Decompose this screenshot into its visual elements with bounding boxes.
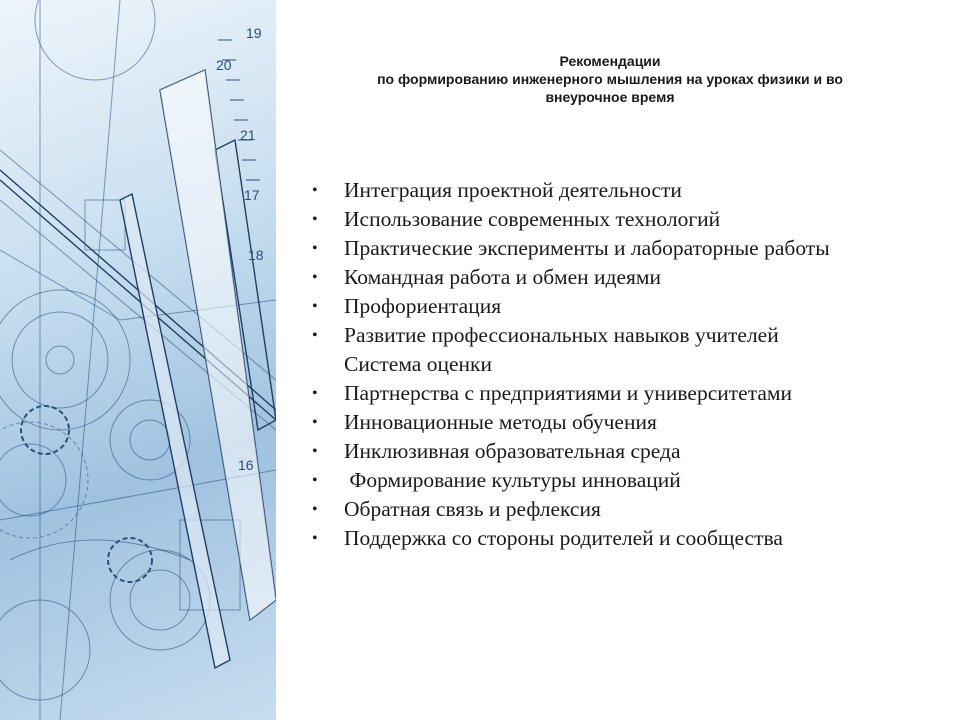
scale-number: 20: [216, 57, 232, 73]
list-item: • Командная работа и обмен идеями: [306, 263, 920, 292]
bullet-icon: •: [312, 240, 318, 257]
bullet-icon: •: [312, 269, 318, 286]
title-line: внеурочное время: [545, 89, 675, 105]
blueprint-illustration: [0, 0, 276, 720]
scale-number: 18: [248, 247, 264, 263]
list-item: • Профориентация: [306, 292, 920, 321]
bullet-icon: •: [312, 443, 318, 460]
recommendation-list: [306, 176, 920, 553]
bullet-icon: •: [312, 298, 318, 315]
list-item: • Формирование культуры инноваций: [306, 466, 920, 495]
list-item: • Использование современных технологий: [306, 205, 920, 234]
list-item: • Интеграция проектной деятельности: [306, 176, 920, 205]
bullet-icon: •: [312, 327, 318, 344]
bullet-icon: •: [312, 501, 318, 518]
bullet-icon: •: [312, 530, 318, 547]
list-item: • Обратная связь и рефлексия: [306, 495, 920, 524]
list-item: • Развитие профессиональных навыков учителей: [306, 321, 920, 350]
bullet-icon: •: [312, 414, 318, 431]
list-item: • Инклюзивная образовательная среда: [306, 437, 920, 466]
title-line: Рекомендации: [559, 53, 661, 69]
list-item: • Инновационные методы обучения: [306, 408, 920, 437]
title-line: по формированию инженерного мышления на уроках физики и во: [377, 71, 843, 87]
list-item: • Поддержка со стороны родителей и сообщества: [306, 524, 920, 553]
list-item: • Практические эксперименты и лабораторные работы: [306, 234, 920, 263]
blueprint-drawing: [0, 0, 276, 720]
bullet-icon: •: [312, 472, 318, 489]
list-item-continuation: Система оценки: [344, 352, 492, 376]
scale-number: 17: [244, 187, 260, 203]
slide-title: [300, 52, 920, 106]
bullet-icon: •: [312, 211, 318, 228]
bullet-icon: •: [312, 182, 318, 199]
scale-number: 19: [246, 25, 262, 41]
scale-number: 16: [238, 457, 254, 473]
list-item: • Партнерства с предприятиями и университетами: [306, 379, 920, 408]
scale-number: 21: [240, 127, 256, 143]
bullet-icon: •: [312, 385, 318, 402]
